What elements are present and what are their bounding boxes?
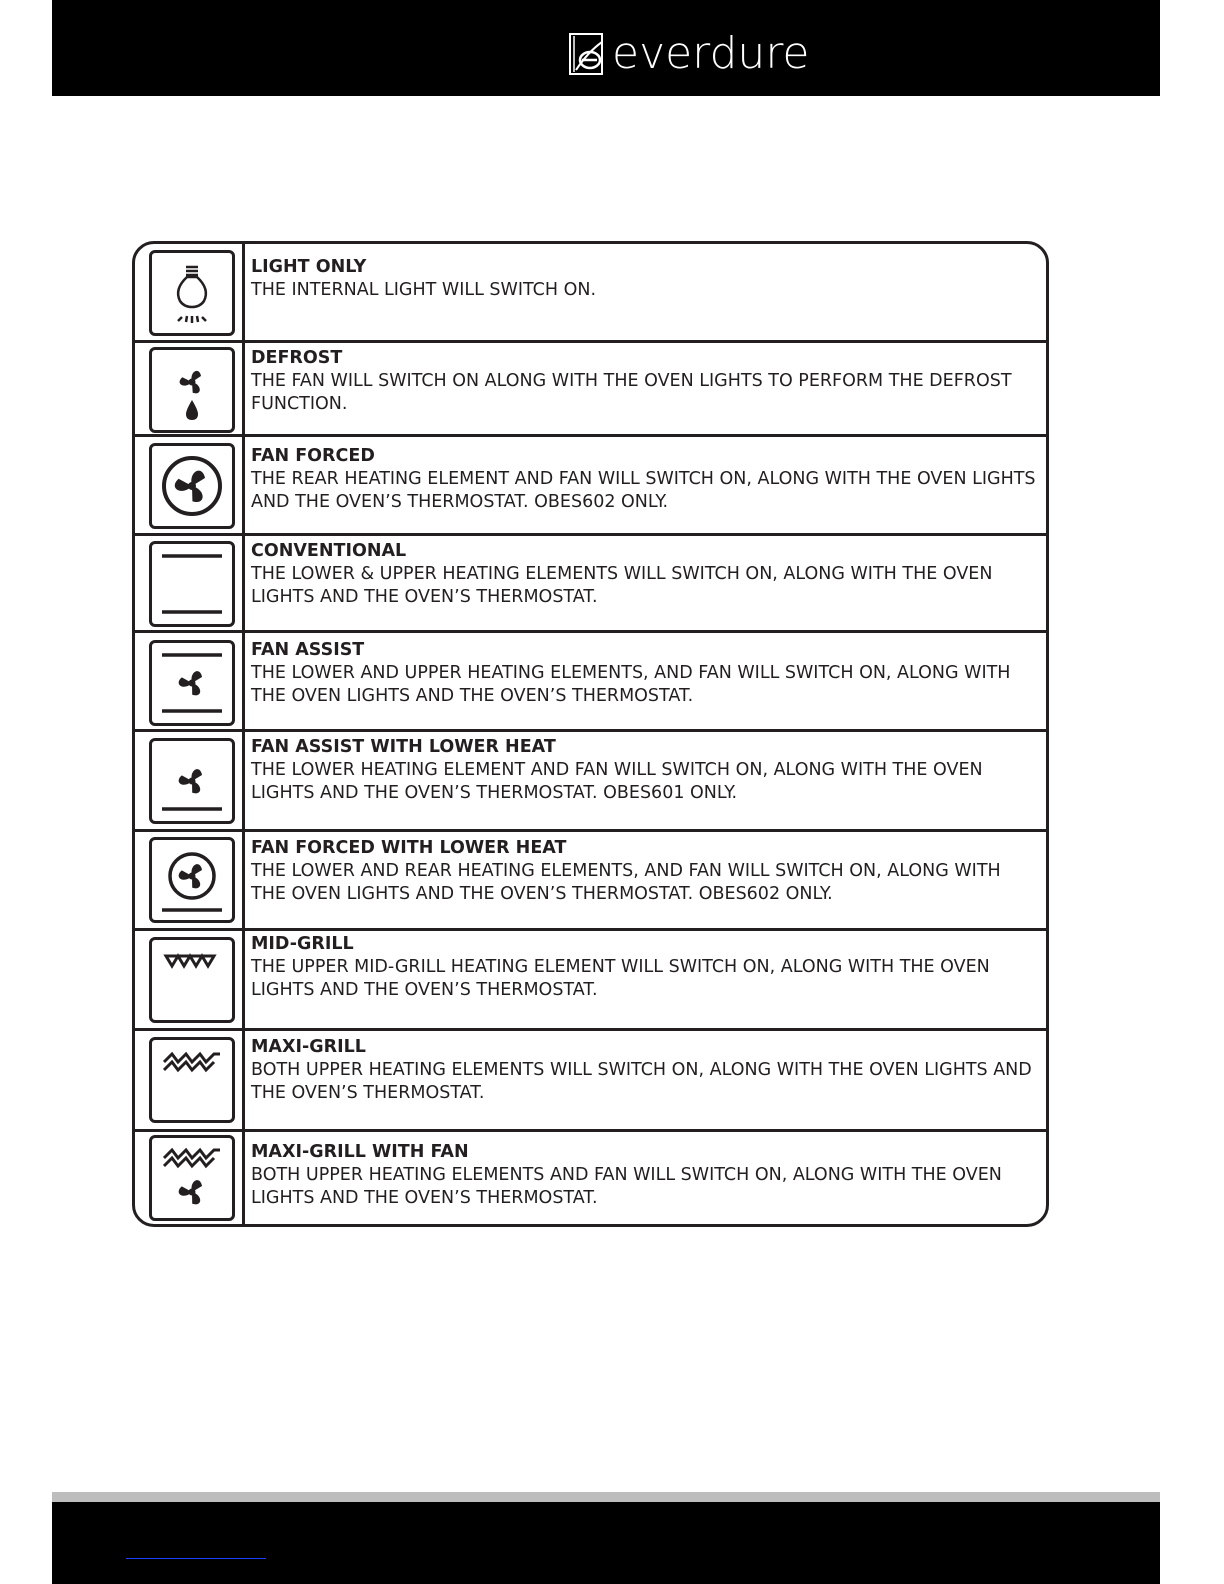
page-footer xyxy=(52,1502,1160,1584)
function-row-light-only xyxy=(135,244,1046,343)
function-text xyxy=(251,837,1036,906)
function-title: FAN ASSIST xyxy=(251,640,365,660)
fan-assist-lower-heat-icon xyxy=(149,738,235,824)
function-text xyxy=(251,347,1036,416)
fan-forced-icon xyxy=(149,443,235,529)
brand-name: everdure xyxy=(612,28,810,79)
function-row-maxi-grill-fan xyxy=(135,1132,1046,1224)
function-row-mid-grill xyxy=(135,931,1046,1031)
function-title: DEFROST xyxy=(251,348,343,368)
function-text xyxy=(251,639,1036,708)
oven-functions-table xyxy=(132,241,1049,1227)
function-description: THE INTERNAL LIGHT WILL SWITCH ON. xyxy=(251,280,597,300)
function-title: FAN FORCED xyxy=(251,446,375,466)
function-title: LIGHT ONLY xyxy=(251,257,367,277)
function-description: THE LOWER & UPPER HEATING ELEMENTS WILL SWITCH ON, ALONG WITH THE OVEN LIGHTS AND THE OVEN’S THERMOSTAT. xyxy=(251,564,993,607)
function-title: FAN ASSIST WITH LOWER HEAT xyxy=(251,737,556,757)
function-description: THE LOWER AND UPPER HEATING ELEMENTS, AND FAN WILL SWITCH ON, ALONG WITH THE OVEN LIGHTS AND THE OVEN’S THERMOSTAT. xyxy=(251,663,1011,706)
function-row-fan-forced-lower-heat xyxy=(135,832,1046,931)
function-row-defrost xyxy=(135,343,1046,437)
function-description: THE LOWER AND REAR HEATING ELEMENTS, AND FAN WILL SWITCH ON, ALONG WITH THE OVEN LIGHTS AND THE OVEN’S THERMOSTAT. OBES602 ONLY. xyxy=(251,861,1001,904)
function-title: FAN FORCED WITH LOWER HEAT xyxy=(251,838,567,858)
function-row-fan-forced xyxy=(135,437,1046,536)
brand-logo xyxy=(566,30,810,78)
function-text xyxy=(251,1036,1036,1105)
function-description: THE UPPER MID-GRILL HEATING ELEMENT WILL SWITCH ON, ALONG WITH THE OVEN LIGHTS AND THE OVEN’S THERMOSTAT. xyxy=(251,957,990,1000)
page-header xyxy=(52,0,1160,96)
function-description: BOTH UPPER HEATING ELEMENTS WILL SWITCH ON, ALONG WITH THE OVEN LIGHTS AND THE OVEN’S THERMOSTAT. xyxy=(251,1060,1032,1103)
defrost-icon xyxy=(149,347,235,433)
function-row-fan-assist-lower-heat xyxy=(135,732,1046,832)
maxi-grill-icon xyxy=(149,1037,235,1123)
footer-link-underline xyxy=(126,1558,266,1559)
function-text xyxy=(251,1141,1036,1210)
function-description: BOTH UPPER HEATING ELEMENTS AND FAN WILL SWITCH ON, ALONG WITH THE OVEN LIGHTS AND THE OVEN’S THERMOSTAT. xyxy=(251,1165,1002,1208)
footer-divider xyxy=(52,1492,1160,1502)
function-description: THE LOWER HEATING ELEMENT AND FAN WILL SWITCH ON, ALONG WITH THE OVEN LIGHTS AND THE OVEN’S THERMOSTAT. OBES601 ONLY. xyxy=(251,760,983,803)
maxi-grill-fan-icon xyxy=(149,1135,235,1221)
function-text xyxy=(251,736,1036,805)
function-description: THE FAN WILL SWITCH ON ALONG WITH THE OVEN LIGHTS TO PERFORM THE DEFROST FUNCTION. xyxy=(251,371,1012,414)
function-text xyxy=(251,933,1036,1002)
conventional-icon xyxy=(149,541,235,627)
function-title: MID-GRILL xyxy=(251,934,354,954)
function-text xyxy=(251,256,1036,302)
function-text xyxy=(251,540,1036,609)
everdure-logo-icon xyxy=(566,30,606,78)
function-title: CONVENTIONAL xyxy=(251,541,407,561)
fan-assist-icon xyxy=(149,640,235,726)
fan-forced-lower-heat-icon xyxy=(149,837,235,923)
function-row-maxi-grill xyxy=(135,1031,1046,1132)
function-title: MAXI-GRILL xyxy=(251,1037,366,1057)
function-row-fan-assist xyxy=(135,633,1046,732)
light-bulb-icon xyxy=(149,250,235,336)
function-text xyxy=(251,445,1036,514)
function-title: MAXI-GRILL WITH FAN xyxy=(251,1142,469,1162)
function-description: THE REAR HEATING ELEMENT AND FAN WILL SWITCH ON, ALONG WITH THE OVEN LIGHTS AND THE OVEN’S THERMOSTAT. OBES602 ONLY. xyxy=(251,469,1036,512)
function-row-conventional xyxy=(135,536,1046,633)
mid-grill-icon xyxy=(149,937,235,1023)
